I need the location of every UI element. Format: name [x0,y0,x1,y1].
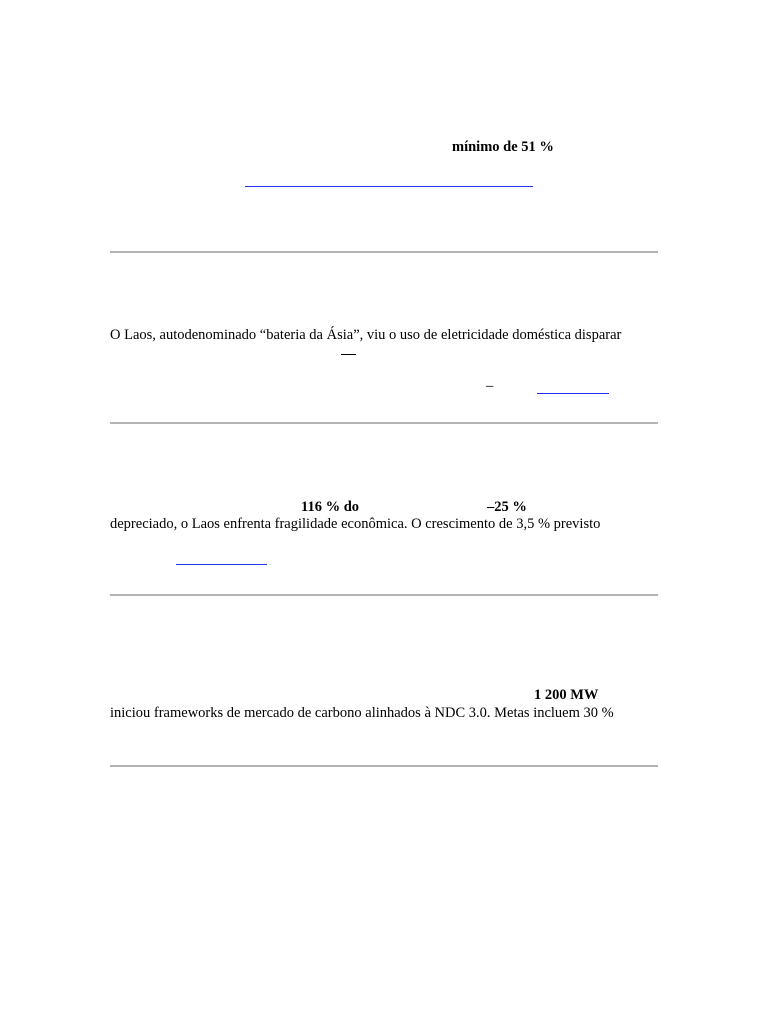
section-divider [110,765,658,767]
paragraph-line-laos-electricity: O Laos, autodenominado “bateria da Ásia”, viu o uso de eletricidade doméstica disparar [110,327,622,343]
source-link[interactable] [537,393,609,394]
paragraph-line-economic-fragility: depreciado, o Laos enfrenta fragilidade econômica. O crescimento de 3,5 % previsto [110,516,601,532]
source-link[interactable] [245,186,533,187]
bold-text-debt-ratio: 116 % do [301,499,360,515]
section-divider [110,422,658,424]
section-divider [110,251,658,253]
em-dash [341,354,356,355]
bold-text-minimum-share: mínimo de 51 % [452,139,554,155]
source-link[interactable] [176,564,267,565]
en-dash: – [486,378,494,394]
bold-text-currency-drop: –25 % [487,499,527,515]
section-divider [110,594,658,596]
bold-text-capacity: 1 200 MW [534,687,599,703]
paragraph-line-carbon-market: iniciou frameworks de mercado de carbono alinhados à NDC 3.0. Metas incluem 30 % [110,705,614,721]
